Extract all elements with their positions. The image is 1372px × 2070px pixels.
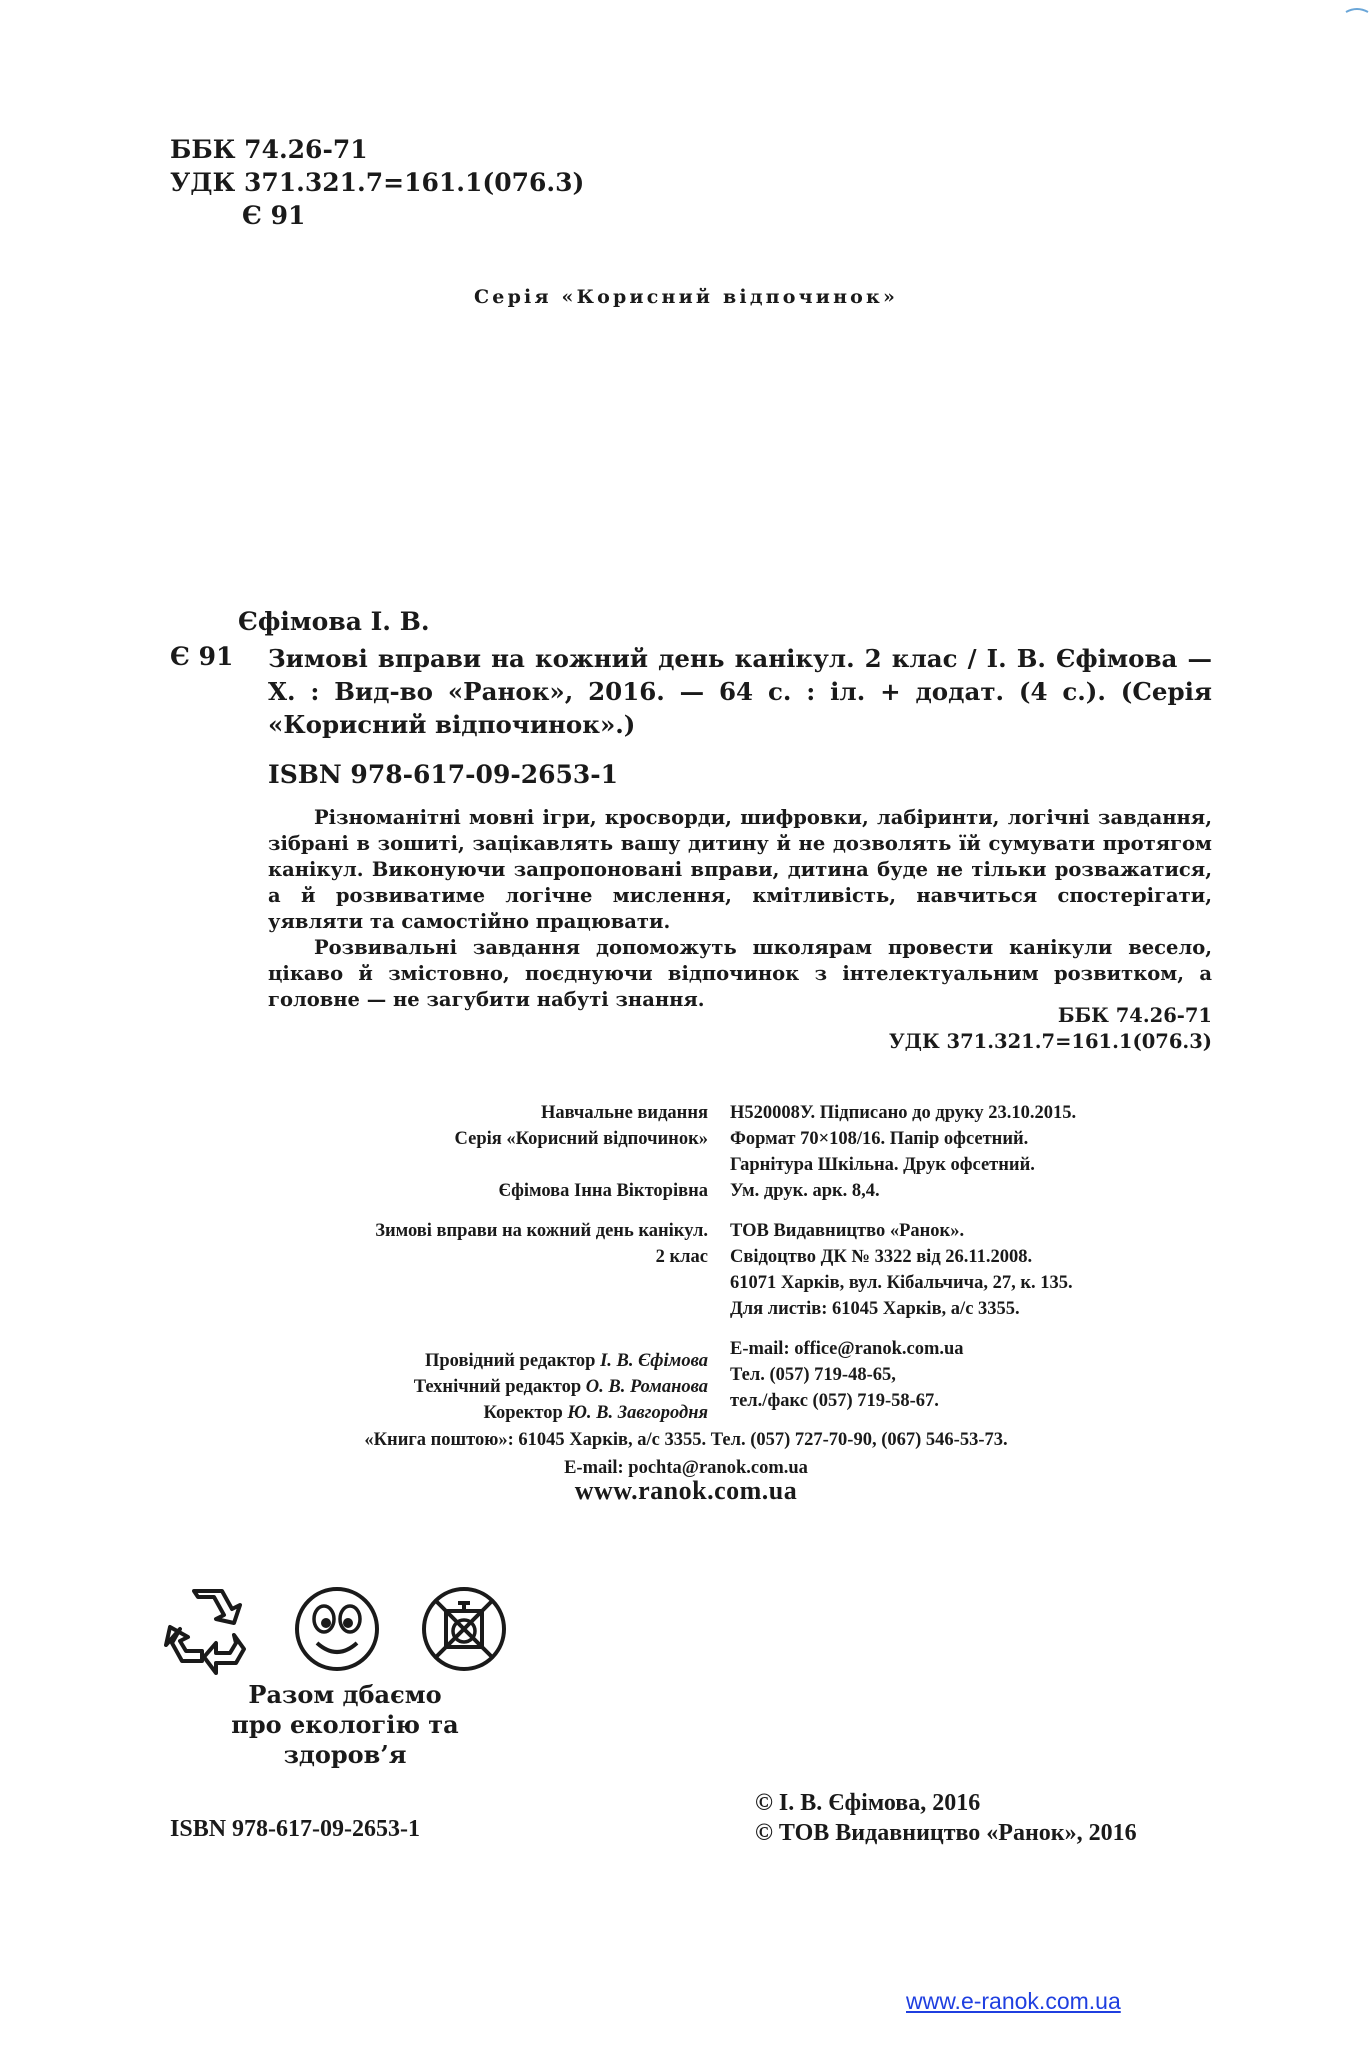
- udk-code: УДК 371.321.7=161.1(076.3): [170, 168, 585, 197]
- imprint-title: Зимові вправи на кожний день канікул.: [375, 1221, 708, 1241]
- eco-icons: [164, 1583, 540, 1675]
- abstract-paragraph-2: Розвивальні завдання допоможуть школярам провести канікули весело, цікаво й змістовно, поєднуючи відпочинок з інтелектуальним розвитком, а головне — не загубити набуті знання.: [268, 936, 1212, 1011]
- imprint-series: Серія «Корисний відпочинок»: [454, 1129, 708, 1149]
- e-ranok-link[interactable]: www.e-ranok.com.ua: [906, 1988, 1121, 2014]
- imprint-phone: Тел. (057) 719-48-65,: [730, 1365, 896, 1385]
- imprint-format: Формат 70×108/16. Папір офсетний.: [730, 1129, 1029, 1149]
- mail-order-info: «Книга поштою»: 61045 Харків, а/с 3355. Тел. (057) 727-70-90, (067) 546-53-73.: [364, 1430, 1008, 1450]
- copyright: [755, 1788, 1137, 1848]
- eco-caption-line-1: Разом дбаємо: [248, 1680, 442, 1709]
- imprint-author: Єфімова Інна Вікторівна: [498, 1181, 708, 1201]
- record-author: Єфімова І. В.: [238, 607, 430, 636]
- copyright-publisher: © ТОВ Видавництво «Ранок», 2016: [755, 1820, 1137, 1846]
- record-isbn: ISBN 978-617-09-2653-1: [268, 760, 619, 789]
- imprint-fax: тел./факс (057) 719-58-67.: [730, 1391, 939, 1411]
- record-bbk: ББК 74.26-71: [1057, 1004, 1212, 1027]
- author-mark: Є 91: [242, 201, 306, 230]
- series-title: Серія «Корисний відпочинок»: [473, 286, 899, 308]
- isbn-bottom: ISBN 978-617-09-2653-1: [170, 1816, 420, 1842]
- abstract-paragraph-1: Різноманітні мовні ігри, кросворди, шифровки, лабіринти, логічні завдання, зібрані в зошиті, зацікавлять вашу дитину й не дозволять їй сумувати протягом канікул. Виконуючи запропоновані вправи, дитина буде не тільки розважатися, а й розвиватиме логічне мислення, кмітливість, навчиться спостерігати, уявляти та самостійно працювати.: [268, 806, 1212, 933]
- eco-caption: [170, 1680, 520, 1770]
- imprint-sheets: Ум. друк. арк. 8,4.: [730, 1181, 880, 1201]
- mail-order-email: E-mail: pochta@ranok.com.ua: [564, 1458, 808, 1478]
- imprint-email: E-mail: office@ranok.com.ua: [730, 1339, 964, 1359]
- record-description: Зимові вправи на кожний день канікул. 2 клас / І. В. Єфімова — Х. : Вид-во «Ранок», 2016. — 64 с. : іл. + додат. (4 с.). (Серія «Корисний відпочинок».): [268, 644, 1212, 739]
- record-mark: Є 91: [170, 642, 234, 671]
- imprint-grade: 2 клас: [655, 1247, 708, 1267]
- eco-caption-line-2: про екологію та здоров’я: [231, 1710, 459, 1769]
- no-chemicals-icon: [418, 1583, 510, 1675]
- imprint-address: 61071 Харків, вул. Кібальчича, 27, к. 135.: [730, 1273, 1073, 1293]
- recycle-icon: [164, 1583, 256, 1675]
- imprint-right: [730, 1100, 1230, 1414]
- record-codes: [868, 1003, 1212, 1055]
- copyright-author: © І. В. Єфімова, 2016: [755, 1790, 981, 1816]
- imprint-mail-address: Для листів: 61045 Харків, а/с 3355.: [730, 1299, 1020, 1319]
- imprint-certificate: Свідоцтво ДК № 3322 від 26.11.2008.: [730, 1247, 1033, 1267]
- classification-codes: [170, 133, 584, 232]
- abstract: [268, 805, 1212, 1013]
- bbk-code: ББК 74.26-71: [170, 135, 368, 164]
- corner-mark: [1344, 0, 1370, 19]
- imprint-proofreader: Коректор Ю. В. Завгородня: [483, 1403, 708, 1423]
- imprint-tech-editor: Технічний редактор О. В. Романова: [413, 1377, 708, 1397]
- publisher-website[interactable]: www.ranok.com.ua: [574, 1476, 798, 1505]
- imprint-print-order: Н520008У. Підписано до друку 23.10.2015.: [730, 1103, 1077, 1123]
- imprint-lead-editor: Провідний редактор І. В. Єфімова: [425, 1351, 708, 1371]
- imprint-left: [220, 1100, 708, 1426]
- imprint-edition-type: Навчальне видання: [540, 1103, 708, 1123]
- imprint-typeface: Гарнітура Шкільна. Друк офсетний.: [730, 1155, 1035, 1175]
- imprint-publisher: ТОВ Видавництво «Ранок».: [730, 1221, 965, 1241]
- record-udk: УДК 371.321.7=161.1(076.3): [888, 1030, 1212, 1053]
- smiley-icon: [291, 1583, 383, 1675]
